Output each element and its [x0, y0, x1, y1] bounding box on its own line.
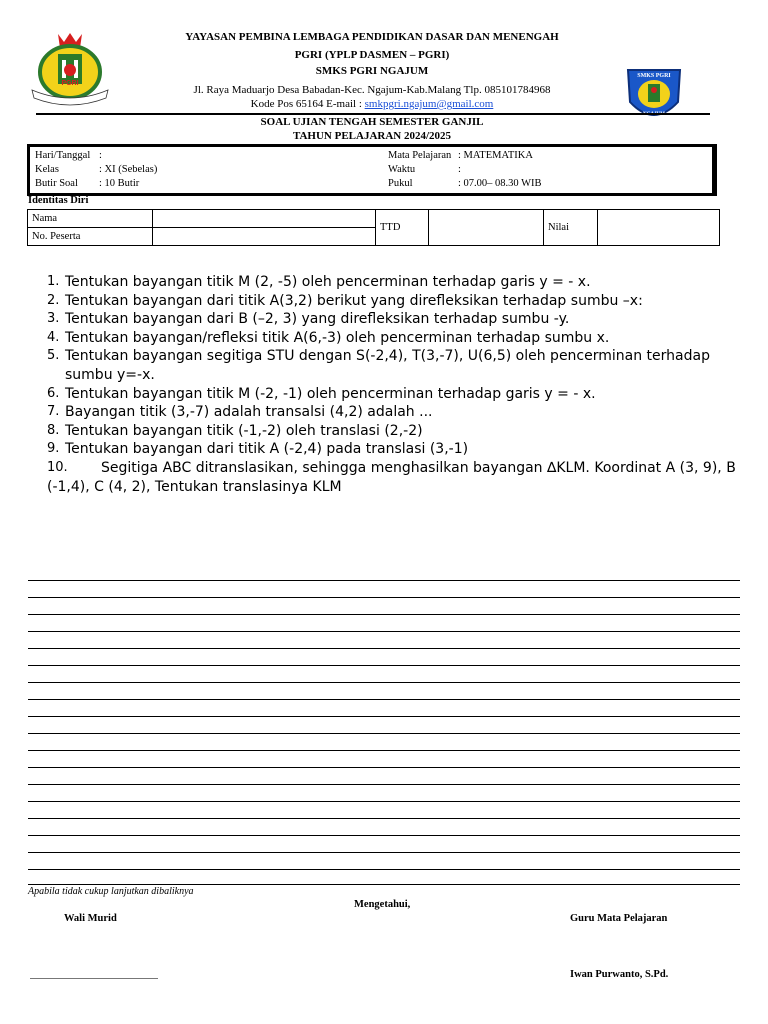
- name-label: Nama: [28, 210, 153, 228]
- ttd-field[interactable]: [429, 210, 544, 246]
- question-item: 7. Bayangan titik (3,-7) adalah transalsi (4,2) adalah ...: [47, 404, 433, 421]
- info-right: [388, 149, 688, 191]
- answer-line[interactable]: [28, 699, 740, 700]
- email-link[interactable]: smkpgri.ngajum@gmail.com: [364, 98, 494, 110]
- exam-title: SOAL UJIAN TENGAH SEMESTER GANJIL: [260, 116, 484, 128]
- answer-line[interactable]: [28, 631, 740, 632]
- answer-line[interactable]: [28, 767, 740, 768]
- answer-line[interactable]: [28, 869, 740, 870]
- answer-line[interactable]: [28, 784, 740, 785]
- question-item: 10. Segitiga ABC ditranslasikan, sehingga menghasilkan bayangan ∆KLM. Koordinat A (3, 9), B (-1,4), C (4, 2), Tentukan translasinya KLM: [47, 459, 736, 495]
- answer-line[interactable]: [28, 580, 740, 581]
- parent-label: Wali Murid: [64, 913, 117, 924]
- question-item: 5. Tentukan bayangan segitiga STU dengan S(-2,4), T(3,-7), U(6,5) oleh pencerminan terhadap sumbu y=-x.: [47, 348, 710, 383]
- organization-name: PGRI (YPLP DASMEN – PGRI): [294, 49, 450, 61]
- answer-line[interactable]: [28, 801, 740, 802]
- name-field[interactable]: [153, 210, 376, 228]
- pgri-logo-text: PGRI: [61, 80, 79, 87]
- school-logo: [622, 62, 686, 130]
- grade-field[interactable]: [598, 210, 720, 246]
- school-logo-top-text: SMKS PGRI: [637, 73, 671, 79]
- answer-line[interactable]: [28, 835, 740, 836]
- answer-line[interactable]: [28, 852, 740, 853]
- postal-code: Kode Pos 65164 E-mail :: [250, 98, 365, 110]
- participant-number-label: No. Peserta: [28, 228, 153, 246]
- answer-line[interactable]: [28, 750, 740, 751]
- teacher-role-label: Guru Mata Pelajaran: [570, 913, 668, 924]
- answer-line[interactable]: [28, 614, 740, 615]
- question-item: 8. Tentukan bayangan titik (-1,-2) oleh translasi (2,-2): [47, 422, 423, 439]
- answer-line[interactable]: [28, 733, 740, 734]
- question-item: 3. Tentukan bayangan dari B (–2, 3) yang direfleksikan terhadap sumbu -y.: [47, 311, 570, 328]
- answer-line[interactable]: [28, 665, 740, 666]
- info-row-time: Waktu :: [388, 164, 461, 175]
- answer-line[interactable]: [28, 648, 740, 649]
- answer-line[interactable]: [28, 818, 740, 819]
- question-item: 9. Tentukan bayangan dari titik A (-2,4) pada translasi (3,-1): [47, 441, 469, 458]
- pgri-logo: [28, 30, 112, 106]
- info-row-subject: Mata Pelajaran : MATEMATIKA: [388, 150, 533, 161]
- info-row-hour: Pukul : 07.00– 08.30 WIB: [388, 178, 542, 189]
- info-row-class: Kelas : XI (Sebelas): [35, 164, 158, 175]
- identity-table: [27, 209, 720, 246]
- school-logo-bottom-text: NGAJUM: [643, 112, 665, 117]
- question-item: 6. Tentukan bayangan titik M (-2, -1) oleh pencerminan terhadap garis y = - x.: [47, 385, 596, 402]
- school-name: SMKS PGRI NGAJUM: [315, 65, 429, 77]
- answer-line[interactable]: [28, 597, 740, 598]
- ttd-label: TTD: [376, 210, 429, 246]
- foundation-name: YAYASAN PEMBINA LEMBAGA PENDIDIKAN DASAR DAN MENENGAH: [185, 31, 559, 43]
- info-left: [35, 149, 365, 191]
- continue-note: Apabila tidak cukup lanjutkan dibaliknya: [28, 886, 194, 897]
- grade-label: Nilai: [544, 210, 598, 246]
- school-address: Jl. Raya Maduarjo Desa Babadan-Kec. Ngajum-Kab.Malang Tlp. 085101784968: [193, 84, 551, 96]
- answer-line[interactable]: [28, 884, 740, 885]
- postal-email: [120, 97, 624, 111]
- exam-info-box: [27, 144, 717, 196]
- identity-heading: Identitas Diri: [28, 195, 89, 206]
- question-list: [47, 273, 741, 496]
- participant-number-field[interactable]: [153, 228, 376, 246]
- question-item: 1. Tentukan bayangan titik M (2, -5) oleh pencerminan terhadap garis y = - x.: [47, 274, 591, 290]
- info-row-items: Butir Soal : 10 Butir: [35, 178, 140, 189]
- question-item: 4. Tentukan bayangan/refleksi titik A(6,-3) oleh pencerminan terhadap sumbu x.: [47, 329, 610, 346]
- question-item: 2. Tentukan bayangan dari titik A(3,2) berikut yang direfleksikan terhadap sumbu –x:: [47, 292, 643, 309]
- acknowledged-label: Mengetahui,: [354, 899, 411, 910]
- info-row-date: Hari/Tanggal :: [35, 150, 102, 161]
- answer-line[interactable]: [28, 682, 740, 683]
- parent-signature-line[interactable]: [30, 978, 158, 979]
- academic-year: TAHUN PELAJARAN 2024/2025: [292, 130, 452, 142]
- teacher-name: Iwan Purwanto, S.Pd.: [570, 969, 669, 980]
- answer-line[interactable]: [28, 716, 740, 717]
